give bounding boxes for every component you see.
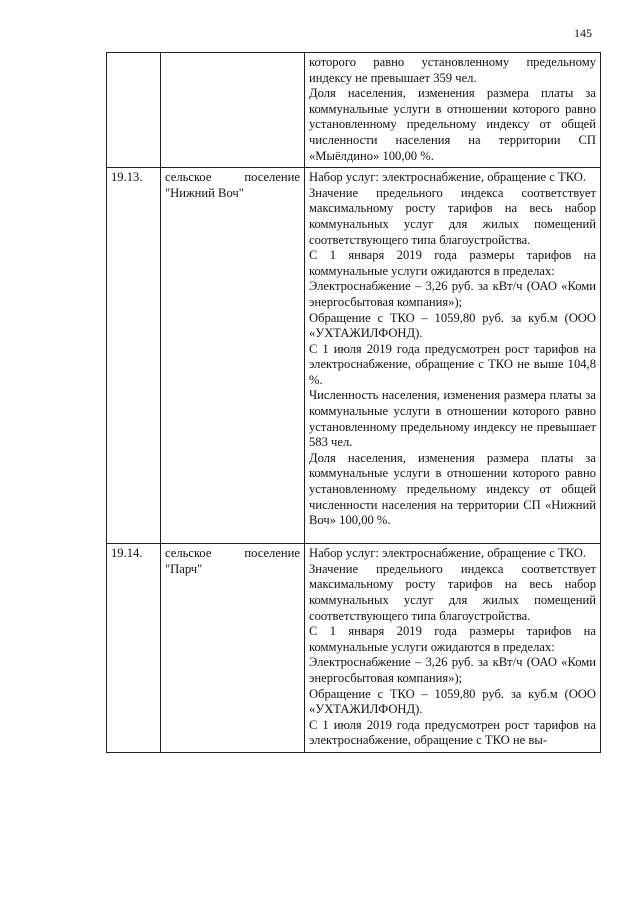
- settlement-cell: [161, 168, 305, 544]
- table-row: [107, 544, 601, 753]
- content-paragraph: Электроснабжение – 3,26 руб. за кВт/ч (ОАО «Коми энергосбытовая компания»);: [309, 279, 596, 309]
- settlement-name: "Парч": [165, 561, 203, 576]
- table-row: [107, 53, 601, 168]
- content-paragraph: Доля населения, изменения размера платы за коммунальные услуги в отношении которого равно установленному предельному индексу от общей численности населения на территории СП «Нижний Воч» 100,00 %.: [309, 450, 596, 528]
- content-paragraph: Электроснабжение – 3,26 руб. за кВт/ч (ОАО «Коми энергосбытовая компания»);: [309, 655, 596, 685]
- table-row: [107, 168, 601, 544]
- content-paragraph: Набор услуг: электроснабжение, обращение с ТКО.: [309, 546, 587, 561]
- content-paragraph: С 1 января 2019 года размеры тарифов на коммунальные услуги ожидаются в пределах:: [309, 624, 596, 654]
- content-paragraph: Значение предельного индекса соответствует максимальному росту тарифов на весь набор коммунальных услуг для жилых помещений соответствующего типа благоустройства.: [309, 185, 596, 247]
- content-cell: [305, 168, 601, 544]
- content-paragraph: С 1 июля 2019 года предусмотрен рост тарифов на электроснабжение, обращение с ТКО не выше 104,8 %.: [309, 341, 596, 387]
- content-cell: [305, 53, 601, 168]
- row-number: [107, 53, 161, 168]
- content-paragraph: С 1 января 2019 года размеры тарифов на коммунальные услуги ожидаются в пределах:: [309, 248, 596, 278]
- content-paragraph: Значение предельного индекса соответствует максимальному росту тарифов на весь набор коммунальных услуг для жилых помещений соответствующего типа благоустройства.: [309, 561, 596, 623]
- page-number: 145: [574, 26, 592, 40]
- settlement-type: сельское поселение: [165, 546, 300, 561]
- row-number: 19.14.: [107, 544, 161, 753]
- settlement-name: "Нижний Воч": [165, 185, 244, 200]
- content-paragraph: Численность населения, изменения размера платы за коммунальные услуги в отношении которого равно установленному предельному индексу не превышает 583 чел.: [309, 388, 596, 450]
- content-paragraph: Доля населения, изменения размера платы за коммунальные услуги в отношении которого равно установленному предельному индексу от общей численности населения на территории СП «Мыёлдино» 100,00 %.: [309, 86, 596, 163]
- row-number: 19.13.: [107, 168, 161, 544]
- settlement-cell: [161, 53, 305, 168]
- content-paragraph: Обращение с ТКО – 1059,80 руб. за куб.м (ООО «УХТАЖИЛФОНД).: [309, 310, 596, 341]
- settlement-cell: [161, 544, 305, 753]
- settlement-type: сельское поселение: [165, 170, 300, 185]
- content-paragraph: Обращение с ТКО – 1059,80 руб. за куб.м (ООО «УХТАЖИЛФОНД).: [309, 686, 596, 717]
- content-paragraph: Набор услуг: электроснабжение, обращение с ТКО.: [309, 170, 587, 185]
- content-paragraph: которого равно установленному предельному индексу не превышает 359 чел.: [309, 55, 596, 85]
- tariff-table: [106, 52, 601, 753]
- content-cell: [305, 544, 601, 753]
- content-paragraph: С 1 июля 2019 года предусмотрен рост тарифов на электроснабжение, обращение с ТКО не вы-: [309, 717, 596, 748]
